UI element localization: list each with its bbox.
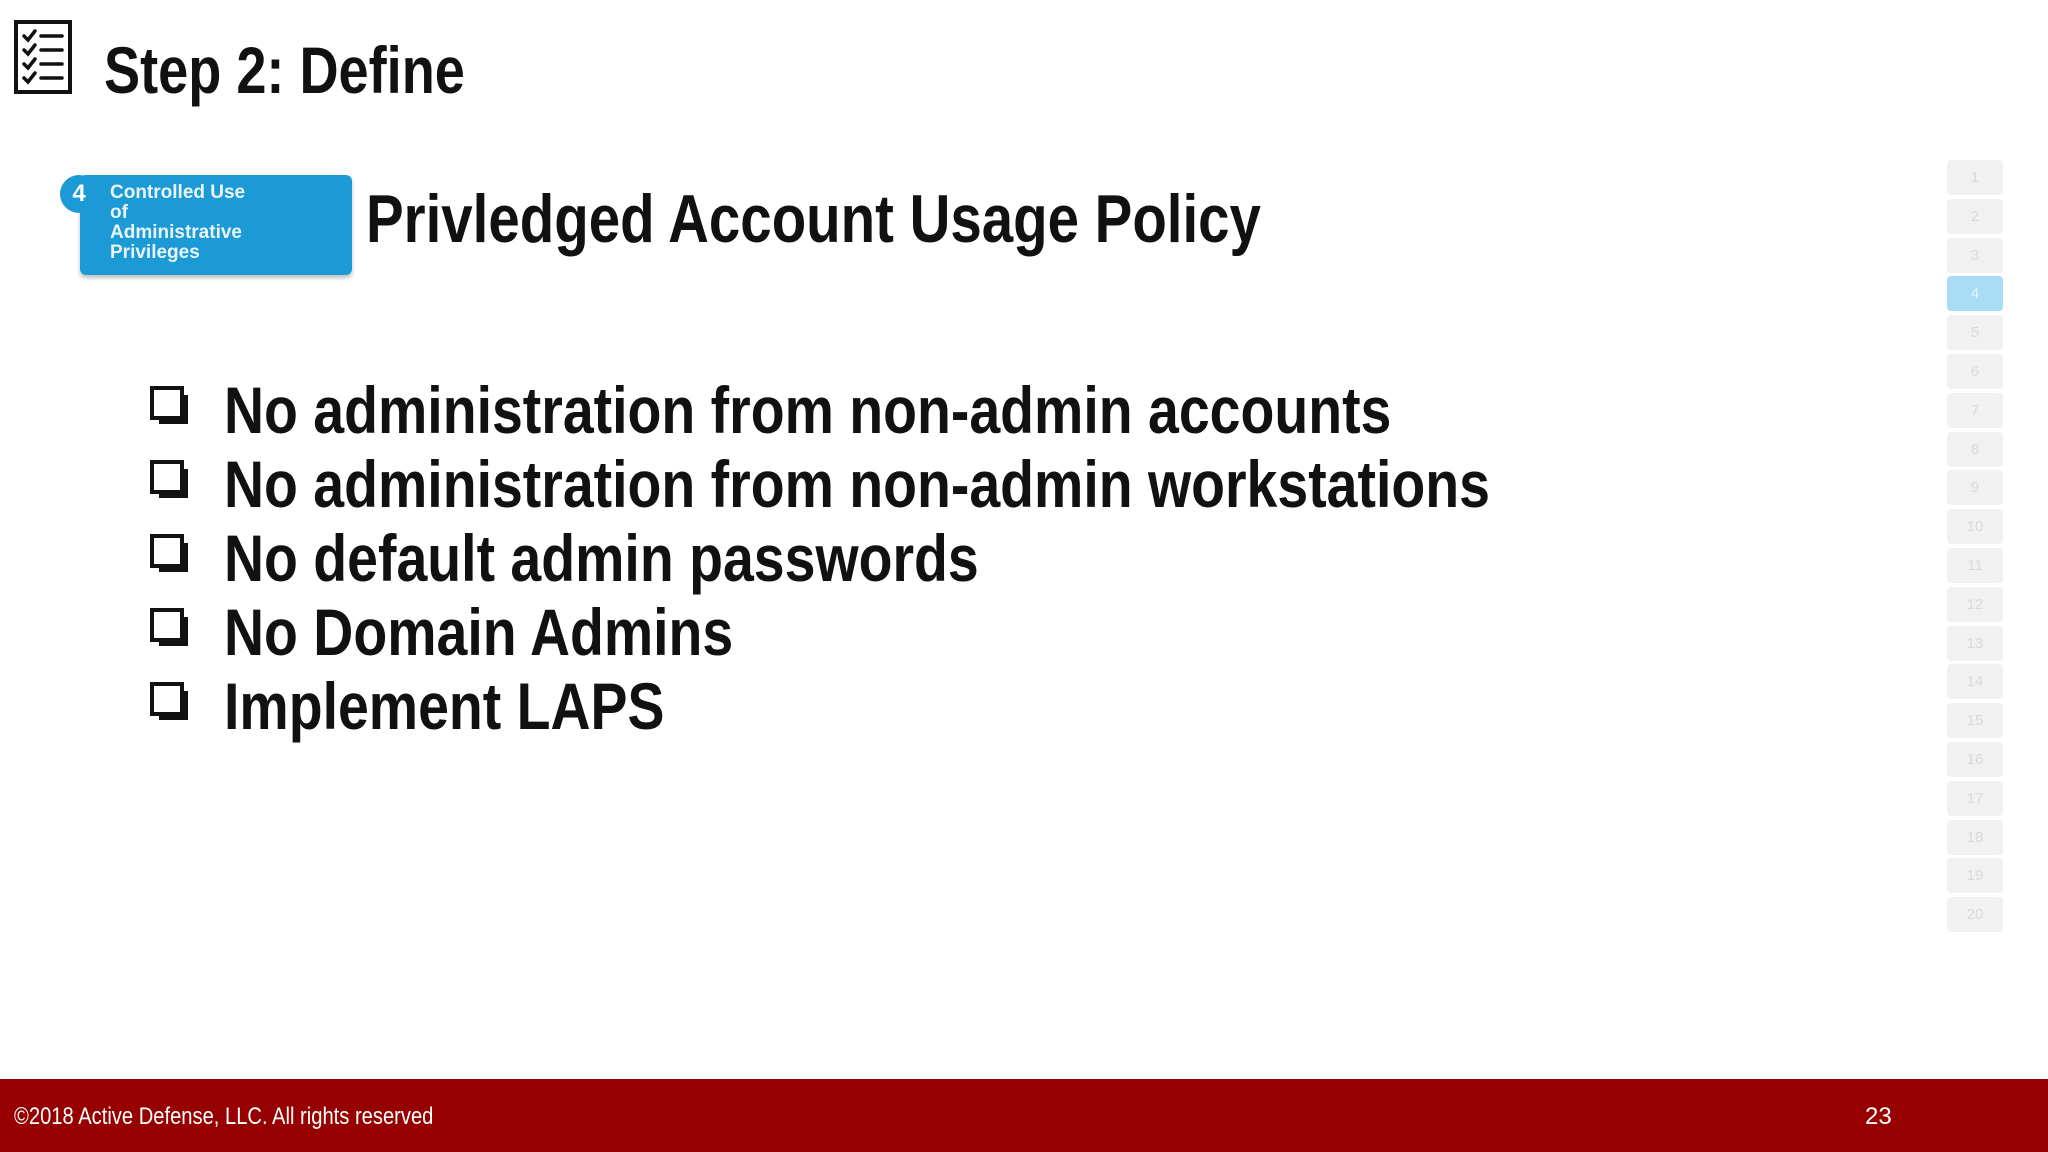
checkbox-icon <box>150 386 190 426</box>
checklist-item-label: No default admin passwords <box>224 521 979 595</box>
checklist-item-label: No Domain Admins <box>224 595 734 669</box>
slide-index-item[interactable]: 17 <box>1947 781 2003 816</box>
slide-index-item[interactable]: 2 <box>1947 199 2003 234</box>
slide-index-item[interactable]: 5 <box>1947 315 2003 350</box>
control-number: 4 <box>60 175 98 213</box>
checkbox-icon <box>150 682 190 722</box>
slide-index-item[interactable]: 3 <box>1947 238 2003 273</box>
checkbox-icon <box>150 534 190 574</box>
slide-index-item[interactable]: 7 <box>1947 393 2003 428</box>
page-number: 23 <box>1865 1103 1892 1130</box>
checklist-item-label: No administration from non-admin workstations <box>224 447 1490 521</box>
slide-index-item[interactable]: 1 <box>1947 160 2003 195</box>
checklist-item-label: Implement LAPS <box>224 669 665 743</box>
page-title: Step 2: Define <box>104 33 465 107</box>
control-badge <box>60 175 352 277</box>
slide-index-item[interactable]: 6 <box>1947 354 2003 389</box>
slide-index-item[interactable]: 11 <box>1947 548 2003 583</box>
slide-index-item[interactable]: 14 <box>1947 664 2003 699</box>
copyright-text: ©2018 Active Defense, LLC. All rights reserved <box>14 1103 434 1130</box>
slide-index <box>1947 160 2003 936</box>
slide-index-item[interactable]: 16 <box>1947 742 2003 777</box>
slide-index-item[interactable]: 10 <box>1947 509 2003 544</box>
slide-index-item[interactable]: 18 <box>1947 820 2003 855</box>
checkbox-icon <box>150 608 190 648</box>
slide-index-item[interactable]: 19 <box>1947 858 2003 893</box>
slide-index-item[interactable]: 4 <box>1947 276 2003 311</box>
section-title: Privledged Account Usage Policy <box>366 181 1261 257</box>
checklist-item-label: No administration from non-admin accounts <box>224 373 1392 447</box>
slide-index-item[interactable]: 8 <box>1947 432 2003 467</box>
slide-index-item[interactable]: 13 <box>1947 626 2003 661</box>
control-label-text: Controlled Use of Administrative Privileges <box>110 182 246 263</box>
slide-index-item[interactable]: 12 <box>1947 587 2003 622</box>
slide-index-item[interactable]: 15 <box>1947 703 2003 738</box>
slide-index-item[interactable]: 20 <box>1947 897 2003 932</box>
slide-index-item[interactable]: 9 <box>1947 470 2003 505</box>
footer <box>0 1079 2048 1152</box>
checklist-icon <box>14 20 74 96</box>
checkbox-icon <box>150 460 190 500</box>
control-label <box>110 183 260 263</box>
